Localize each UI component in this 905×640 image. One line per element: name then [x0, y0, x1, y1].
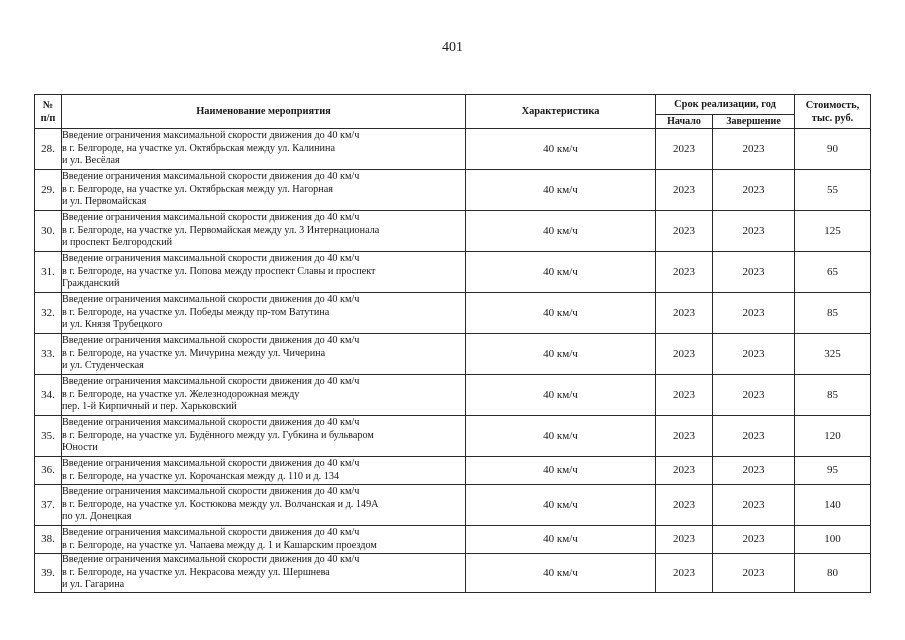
row-num: 35.: [35, 416, 62, 457]
row-end: 2023: [713, 334, 795, 375]
row-start: 2023: [656, 211, 713, 252]
row-cost: 325: [795, 334, 871, 375]
row-characteristic: 40 км/ч: [466, 211, 656, 252]
row-end: 2023: [713, 554, 795, 593]
measures-table: [34, 94, 871, 593]
table-row: [35, 416, 871, 457]
row-cost: 80: [795, 554, 871, 593]
row-start: 2023: [656, 334, 713, 375]
row-end: 2023: [713, 485, 795, 526]
table-row: [35, 457, 871, 485]
row-characteristic: 40 км/ч: [466, 457, 656, 485]
row-end: 2023: [713, 170, 795, 211]
row-name: Введение ограничения максимальной скорости движения до 40 км/ч в г. Белгороде, на участке ул. Октябрьская между ул. Калинина и ул. Весёлая: [62, 129, 466, 170]
table-row: [35, 554, 871, 593]
table-header-row: [35, 95, 871, 115]
row-name: Введение ограничения максимальной скорости движения до 40 км/ч в г. Белгороде, на участке ул. Первомайская между ул. 3 Интернационала и проспект Белгородский: [62, 211, 466, 252]
row-characteristic: 40 км/ч: [466, 554, 656, 593]
row-end: 2023: [713, 211, 795, 252]
row-num: 36.: [35, 457, 62, 485]
row-characteristic: 40 км/ч: [466, 334, 656, 375]
header-characteristic: Характеристика: [466, 95, 656, 129]
row-characteristic: 40 км/ч: [466, 526, 656, 554]
header-cost: Стоимость, тыс. руб.: [795, 95, 871, 129]
row-characteristic: 40 км/ч: [466, 170, 656, 211]
row-cost: 95: [795, 457, 871, 485]
row-characteristic: 40 км/ч: [466, 129, 656, 170]
row-characteristic: 40 км/ч: [466, 416, 656, 457]
header-start: Начало: [656, 115, 713, 129]
row-cost: 55: [795, 170, 871, 211]
row-cost: 120: [795, 416, 871, 457]
row-num: 33.: [35, 334, 62, 375]
row-start: 2023: [656, 170, 713, 211]
table-row: [35, 129, 871, 170]
row-name: Введение ограничения максимальной скорости движения до 40 км/ч в г. Белгороде, на участке ул. Костюкова между ул. Волчанская и д. 149А по ул. Донецкая: [62, 485, 466, 526]
row-num: 37.: [35, 485, 62, 526]
row-cost: 85: [795, 293, 871, 334]
table-row: [35, 485, 871, 526]
header-end: Завершение: [713, 115, 795, 129]
row-name: Введение ограничения максимальной скорости движения до 40 км/ч в г. Белгороде, на участке ул. Октябрьская между ул. Нагорная и ул. Первомайская: [62, 170, 466, 211]
table-row: [35, 375, 871, 416]
row-name: Введение ограничения максимальной скорости движения до 40 км/ч в г. Белгороде, на участке ул. Будённого между ул. Губкина и бульваром Юности: [62, 416, 466, 457]
row-characteristic: 40 км/ч: [466, 293, 656, 334]
row-cost: 125: [795, 211, 871, 252]
row-start: 2023: [656, 375, 713, 416]
table-row: [35, 293, 871, 334]
row-end: 2023: [713, 416, 795, 457]
header-num: № п/п: [35, 95, 62, 129]
row-name: Введение ограничения максимальной скорости движения до 40 км/ч в г. Белгороде, на участке ул. Некрасова между ул. Шершнева и ул. Гагарина: [62, 554, 466, 593]
row-end: 2023: [713, 375, 795, 416]
row-start: 2023: [656, 526, 713, 554]
row-num: 28.: [35, 129, 62, 170]
row-name: Введение ограничения максимальной скорости движения до 40 км/ч в г. Белгороде, на участке ул. Мичурина между ул. Чичерина и ул. Студенческая: [62, 334, 466, 375]
row-start: 2023: [656, 252, 713, 293]
row-end: 2023: [713, 293, 795, 334]
row-name: Введение ограничения максимальной скорости движения до 40 км/ч в г. Белгороде, на участке ул. Победы между пр-том Ватутина и ул. Князя Трубецкого: [62, 293, 466, 334]
row-cost: 100: [795, 526, 871, 554]
row-end: 2023: [713, 129, 795, 170]
row-end: 2023: [713, 252, 795, 293]
row-num: 29.: [35, 170, 62, 211]
row-name: Введение ограничения максимальной скорости движения до 40 км/ч в г. Белгороде, на участке ул. Чапаева между д. 1 и Кашарским проездом: [62, 526, 466, 554]
row-cost: 90: [795, 129, 871, 170]
row-name: Введение ограничения максимальной скорости движения до 40 км/ч в г. Белгороде, на участке ул. Попова между проспект Славы и проспект Гражданский: [62, 252, 466, 293]
row-characteristic: 40 км/ч: [466, 375, 656, 416]
row-cost: 85: [795, 375, 871, 416]
table-row: [35, 334, 871, 375]
table-row: [35, 211, 871, 252]
row-start: 2023: [656, 129, 713, 170]
row-characteristic: 40 км/ч: [466, 252, 656, 293]
table-row: [35, 170, 871, 211]
row-name: Введение ограничения максимальной скорости движения до 40 км/ч в г. Белгороде, на участке ул. Железнодорожная между пер. 1-й Кирпичный и пер. Харьковский: [62, 375, 466, 416]
row-num: 39.: [35, 554, 62, 593]
header-period: Срок реализации, год: [656, 95, 795, 115]
row-start: 2023: [656, 554, 713, 593]
row-name: Введение ограничения максимальной скорости движения до 40 км/ч в г. Белгороде, на участке ул. Корочанская между д. 110 и д. 134: [62, 457, 466, 485]
row-num: 38.: [35, 526, 62, 554]
row-start: 2023: [656, 416, 713, 457]
row-start: 2023: [656, 485, 713, 526]
row-cost: 140: [795, 485, 871, 526]
row-num: 30.: [35, 211, 62, 252]
table-row: [35, 526, 871, 554]
row-start: 2023: [656, 293, 713, 334]
row-start: 2023: [656, 457, 713, 485]
row-end: 2023: [713, 526, 795, 554]
row-num: 32.: [35, 293, 62, 334]
row-characteristic: 40 км/ч: [466, 485, 656, 526]
page-number: 401: [442, 40, 463, 55]
table-row: [35, 252, 871, 293]
row-cost: 65: [795, 252, 871, 293]
row-num: 31.: [35, 252, 62, 293]
row-num: 34.: [35, 375, 62, 416]
header-name: Наименование мероприятия: [62, 95, 466, 129]
row-end: 2023: [713, 457, 795, 485]
